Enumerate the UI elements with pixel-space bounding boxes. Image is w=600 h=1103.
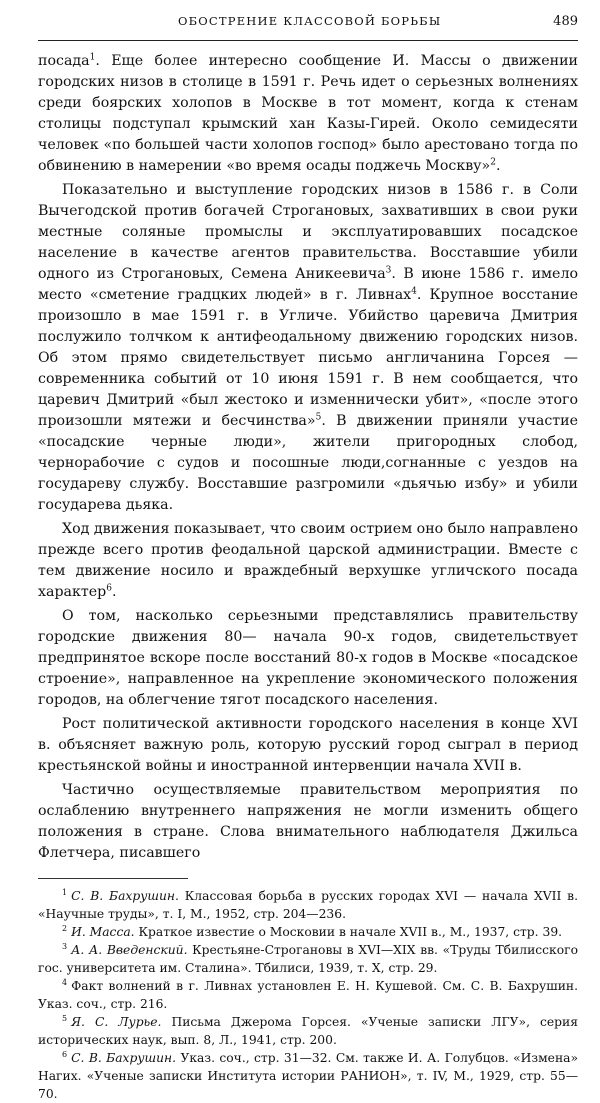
paragraph-text: . В движении приняли участие «посадские черные люди», жители пригородных слобод, чернорабочие с судов и посошные люди,согнанные с уездов на государеву службу. Восставшие разгромили «дьячью избу» и убили государева дьяка. <box>38 413 579 513</box>
footnote-text: Краткое известие о Московии в начале XVII в., М., 1937, стр. 39. <box>134 925 563 939</box>
footnote-author: И. Масса. <box>71 925 135 939</box>
paragraph-text: Ход движения показывает, что своим острием оно было направлено прежде всего против феодальной царской администрации. Вместе с тем движение носило и враждебный верхушке угличского посада характер <box>38 521 578 600</box>
paragraph-text: посада <box>38 53 90 69</box>
paragraph-text: О том, насколько серьезными представлялись правительству городские движения 80— начала 90-х годов, свидетельствует предпринятое вскоре после восстаний 80-х годов в Москве «посадское строение», направленное на укрепление экономического положения городов, на облегчение тягот посадского населения. <box>38 608 578 708</box>
footnote <box>38 1049 578 1103</box>
paragraph <box>38 519 578 603</box>
book-page <box>38 14 578 1103</box>
footnote-text: Классовая борьба в русских городах XVI — начала XVII в. «Научные труды», т. I, М., 1952, стр. 204—236. <box>38 889 578 921</box>
page-number: 489 <box>553 14 578 29</box>
running-header <box>38 14 578 41</box>
footnote-author: Я. С. Лурье. <box>71 1015 162 1029</box>
footnote-author: С. В. Бахрушин. <box>71 889 179 903</box>
paragraph-text: Показательно и выступление городских низов в 1586 г. в Соли Вычегодской против богачей Строгановых, захвативших в свои руки местные соляные промыслы и эксплуатировавших посадское население в качестве агентов правительства. Восставшие убили одного из Строгановых, Семена Аникеевича <box>38 182 578 282</box>
footnote <box>38 941 578 977</box>
footnote-number: 6 <box>62 1049 68 1059</box>
footnote-text: Письма Джерома Горсея. «Ученые записки ЛГУ», серия исторических наук, вып. 8, Л., 1941, стр. 200. <box>38 1015 578 1047</box>
paragraph-text: Частично осуществляемые правительством мероприятия по ослаблению внутреннего напряжения не могли изменить общего положения в стране. Слова внимательного наблюдателя Джильса Флетчера, писавшего <box>38 782 578 861</box>
paragraph <box>38 51 578 177</box>
paragraph <box>38 606 578 711</box>
footnotes <box>38 887 578 1103</box>
paragraph <box>38 780 578 864</box>
footnote-author: С. В. Бахрушин. <box>71 1051 177 1065</box>
paragraph <box>38 180 578 516</box>
footnote-number: 3 <box>62 941 68 951</box>
footnote <box>38 923 578 941</box>
footnote-divider <box>38 878 188 879</box>
paragraph-text: . В июне 1586 г. имело место «сметение градцких людей» в г. Ливнах <box>38 266 579 303</box>
footnote-ref: 5 <box>315 412 322 423</box>
paragraph-text: . <box>495 158 501 174</box>
footnote-number: 1 <box>62 887 68 897</box>
footnote-text: Факт волнений в г. Ливнах установлен Е. Н. Кушевой. См. С. В. Бахрушин. Указ. соч., стр. 216. <box>38 979 578 1011</box>
footnote-text: Крестьяне-Строгановы в XVI—XIX вв. «Труды Тбилисского гос. университета им. Сталина». Тбилиси, 1939, т. X, стр. 29. <box>38 943 578 975</box>
running-title: ОБОСТРЕНИЕ КЛАССОВОЙ БОРЬБЫ <box>178 14 442 28</box>
footnote-text: Указ. соч., стр. 31—32. См. также И. А. Голубцов. «Измена» Нагих. «Ученые записки Института истории РАНИОН», т. IV, М., 1929, стр. 55—70. <box>38 1051 578 1101</box>
footnote-ref: 1 <box>89 52 96 63</box>
paragraph-text: Рост политической активности городского населения в конце XVI в. объясняет важную роль, которую русский город сыграл в период крестьянской войны и иностранной интервенции начала XVII в. <box>38 716 578 774</box>
paragraph-text: . Еще более интересно сообщение И. Массы о движении городских низов в столице в 1591 г. Речь идет о серьезных волнениях среди боярских холопов в Москве в тот момент, когда к стенам столицы подступал крымский хан Казы-Гирей. Около семидесяти человек «по большей части холопов господ» было арестовано тогда по обвинению в намерении «во время осады поджечь Москву» <box>38 53 578 174</box>
paragraph <box>38 714 578 777</box>
footnote <box>38 977 578 1013</box>
footnote-number: 4 <box>62 977 68 987</box>
footnote-ref: 2 <box>490 157 496 168</box>
footnote-ref: 6 <box>106 583 112 594</box>
paragraph-text: . <box>111 584 117 600</box>
main-text <box>38 51 578 864</box>
paragraph-text: . Крупное восстание произошло в мае 1591 г. в Угличе. Убийство царевича Дмитрия послужило толчком к антифеодальному движению городских низов. Об этом прямо свидетельствует письмо англичанина Горсея — современника событий от 10 июня 1591 г. В нем сообщается, что царевич Дмитрий «был жестоко и изменнически убит», «после этого произошли мятежи и бесчинства» <box>38 287 579 429</box>
footnote-number: 5 <box>62 1013 68 1023</box>
footnote <box>38 1013 578 1049</box>
footnote-ref: 4 <box>411 286 417 297</box>
footnote-number: 2 <box>62 923 68 933</box>
footnote-author: А. А. Введенский. <box>71 943 188 957</box>
footnote-ref: 3 <box>385 265 392 276</box>
footnote <box>38 887 578 923</box>
